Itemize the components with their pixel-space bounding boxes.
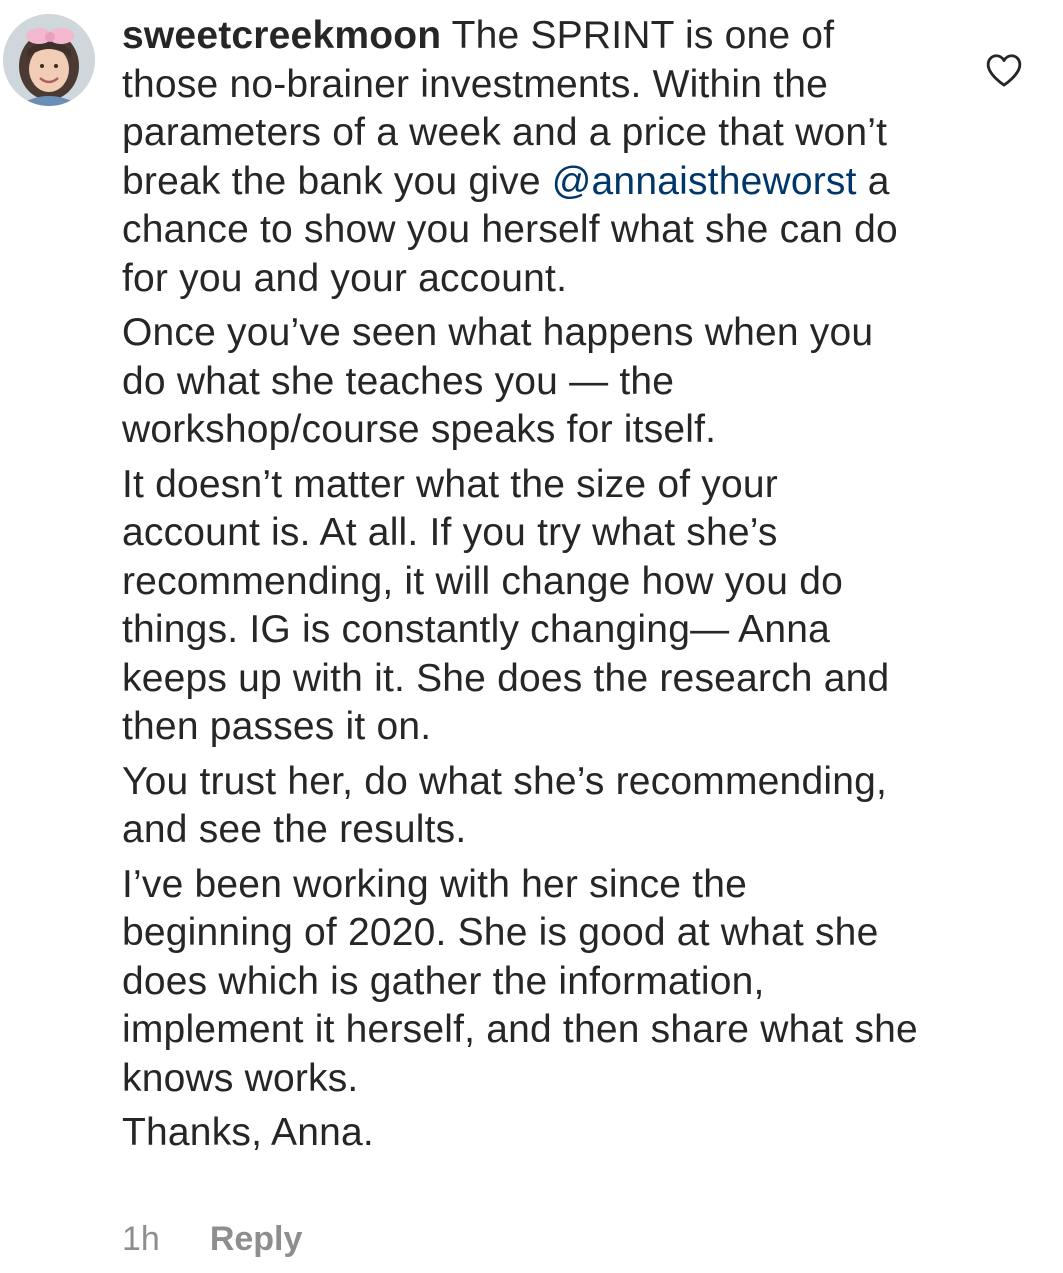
comment-paragraph: I’ve been working with her since the beginning of 2020. She is good at what she does which is gather the information, implement it herself, and then share what she knows works. bbox=[122, 862, 918, 1100]
comment-paragraph: You trust her, do what she’s recommending, and see the results. bbox=[122, 759, 888, 851]
profile-avatar-image bbox=[3, 14, 95, 106]
mention-link[interactable]: @annaistheworst bbox=[551, 159, 857, 203]
username-link[interactable]: sweetcreekmoon bbox=[122, 14, 442, 57]
comment-text bbox=[122, 12, 922, 1164]
avatar[interactable] bbox=[3, 14, 95, 106]
comment-paragraph bbox=[122, 12, 922, 303]
timestamp[interactable]: 1h bbox=[122, 1220, 160, 1258]
comment-meta bbox=[122, 1216, 302, 1262]
comment-text-segment: a chance to show you herself what she can do for you and your account. bbox=[122, 159, 898, 300]
comment-text-segment: The SPRINT is one of those no-brainer investments. Within the parameters of a week and a price that won’t break the bank you give bbox=[122, 14, 888, 203]
comment-paragraph: Once you’ve seen what happens when you do what she teaches you — the workshop/course speaks for itself. bbox=[122, 311, 874, 451]
reply-button[interactable]: Reply bbox=[209, 1220, 303, 1258]
comment-paragraph: Thanks, Anna. bbox=[122, 1111, 374, 1154]
heart-outline-icon[interactable] bbox=[985, 52, 1023, 88]
comment-paragraph: It doesn’t matter what the size of your account is. At all. If you try what she’s recommending, it will change how you do things. IG is constantly changing— Anna keeps up with it. She does the research and then passes it on. bbox=[122, 462, 890, 748]
